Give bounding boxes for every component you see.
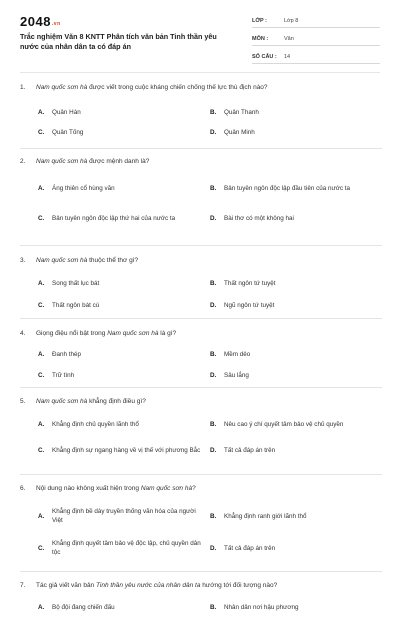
option-list (20, 169, 382, 233)
option-d[interactable]: D. Sâu lắng (210, 372, 249, 379)
question-item (20, 246, 382, 319)
option-list (20, 341, 382, 386)
question-number: 7. (20, 581, 26, 589)
quiz-meta (252, 14, 380, 68)
question-item (20, 475, 382, 572)
option-b[interactable]: B. Khẳng định ranh giới lãnh thổ (210, 512, 307, 520)
option-list (20, 94, 382, 142)
question-item (20, 572, 382, 632)
question-list (20, 80, 382, 632)
option-d[interactable]: D. Quân Minh (210, 128, 255, 136)
question-stem (20, 475, 382, 496)
option-list (20, 409, 382, 465)
option-a[interactable]: A. Đanh thép (38, 351, 82, 358)
question-number: 4. (20, 329, 26, 337)
question-item (20, 388, 382, 475)
option-d[interactable]: D. Tất cả đáp án trên (210, 446, 276, 454)
option-b[interactable]: B. Thất ngôn tứ tuyệt (210, 279, 276, 287)
question-text: Nội dung nào không xuất hiện trong Nam quốc sơn hà? (36, 484, 196, 492)
question-stem (20, 246, 382, 268)
meta-row-class (252, 14, 380, 28)
question-number: 5. (20, 397, 26, 405)
question-text: Giọng điệu nổi bật trong Nam quốc sơn hà là gì? (36, 329, 177, 337)
question-stem (20, 388, 382, 409)
option-d[interactable]: D. Ngũ ngôn tứ tuyệt (210, 301, 275, 309)
option-d[interactable]: D. Tất cả đáp án trên (210, 544, 276, 552)
option-a[interactable]: A. Quân Hán (38, 108, 81, 116)
logo-text: 2048 (20, 14, 51, 29)
option-d[interactable]: D. Bài thơ có một không hai (210, 214, 294, 222)
question-number: 1. (20, 83, 26, 91)
question-text: Nam quốc sơn hà khẳng định điều gì? (36, 397, 146, 405)
option-a[interactable]: A. Bộ đội đang chiến đấu (38, 603, 115, 611)
option-list (20, 593, 382, 617)
question-item (20, 80, 382, 149)
question-text: Tác giả viết văn bản Tinh thần yêu nước của nhân dân ta hướng tới đối tượng nào? (36, 581, 278, 589)
meta-key: LỚP : (252, 17, 267, 24)
option-b[interactable]: B. Bản tuyên ngôn độc lập đầu tiên của nước ta (210, 184, 350, 192)
header-divider (20, 72, 380, 73)
option-list (20, 268, 382, 316)
page-header (0, 0, 400, 72)
page-title: Trắc nghiệm Văn 8 KNTT Phân tích văn bản Tinh thần yêu nước của nhân dân ta có đáp án (20, 32, 217, 51)
option-b[interactable]: B. Nêu cao ý chí quyết tâm bảo vệ chủ quyền (210, 420, 344, 428)
question-text: Nam quốc sơn hà được viết trong cuộc kháng chiến chống thế lực thù địch nào? (36, 83, 268, 91)
option-c[interactable]: C. Quân Tống (38, 128, 84, 136)
option-c[interactable]: C. Thất ngôn bát cú (38, 301, 100, 309)
option-a[interactable]: A. Khẳng định bề dày truyền thống văn hóa của người Việt (38, 508, 196, 524)
site-logo[interactable] (20, 14, 61, 29)
option-c[interactable]: C. Trữ tình (38, 372, 75, 379)
meta-value: Lớp 8 (284, 17, 299, 24)
option-a[interactable]: A. Song thất lục bát (38, 279, 100, 287)
option-a[interactable]: A. Áng thiên cổ hùng văn (38, 184, 115, 192)
question-number: 3. (20, 256, 26, 264)
option-c[interactable]: C. Khẳng định quyết tâm bảo vệ độc lập, chủ quyền dân tộc (38, 540, 201, 556)
question-stem (20, 319, 382, 341)
logo-suffix: .vn (51, 21, 61, 27)
meta-row-subject (252, 32, 380, 46)
option-b[interactable]: B. Quân Thanh (210, 108, 259, 116)
question-text: Nam quốc sơn hà được mệnh danh là? (36, 157, 150, 165)
option-c[interactable]: C. Khẳng định sự ngang hàng về vị thế với phương Bắc (38, 446, 201, 454)
question-text: Nam quốc sơn hà thuộc thể thơ gì? (36, 256, 139, 264)
meta-row-count (252, 50, 380, 64)
option-b[interactable]: B. Nhân dân nơi hậu phương (210, 603, 299, 611)
meta-key: MÔN : (252, 35, 269, 42)
meta-value: Văn (284, 35, 294, 42)
option-a[interactable]: A. Khẳng định chủ quyền lãnh thổ (38, 420, 139, 428)
question-number: 2. (20, 157, 26, 165)
question-item (20, 319, 382, 388)
option-b[interactable]: B. Mềm dẻo (210, 351, 251, 358)
question-stem (20, 572, 382, 593)
meta-key: SỐ CÂU : (252, 53, 277, 60)
question-stem (20, 149, 382, 169)
question-stem (20, 80, 382, 94)
option-c[interactable]: C. Bản tuyên ngôn độc lập thứ hai của nước ta (38, 214, 176, 222)
meta-value: 14 (284, 53, 291, 60)
option-list (20, 496, 382, 564)
question-number: 6. (20, 484, 26, 492)
question-item (20, 149, 382, 246)
